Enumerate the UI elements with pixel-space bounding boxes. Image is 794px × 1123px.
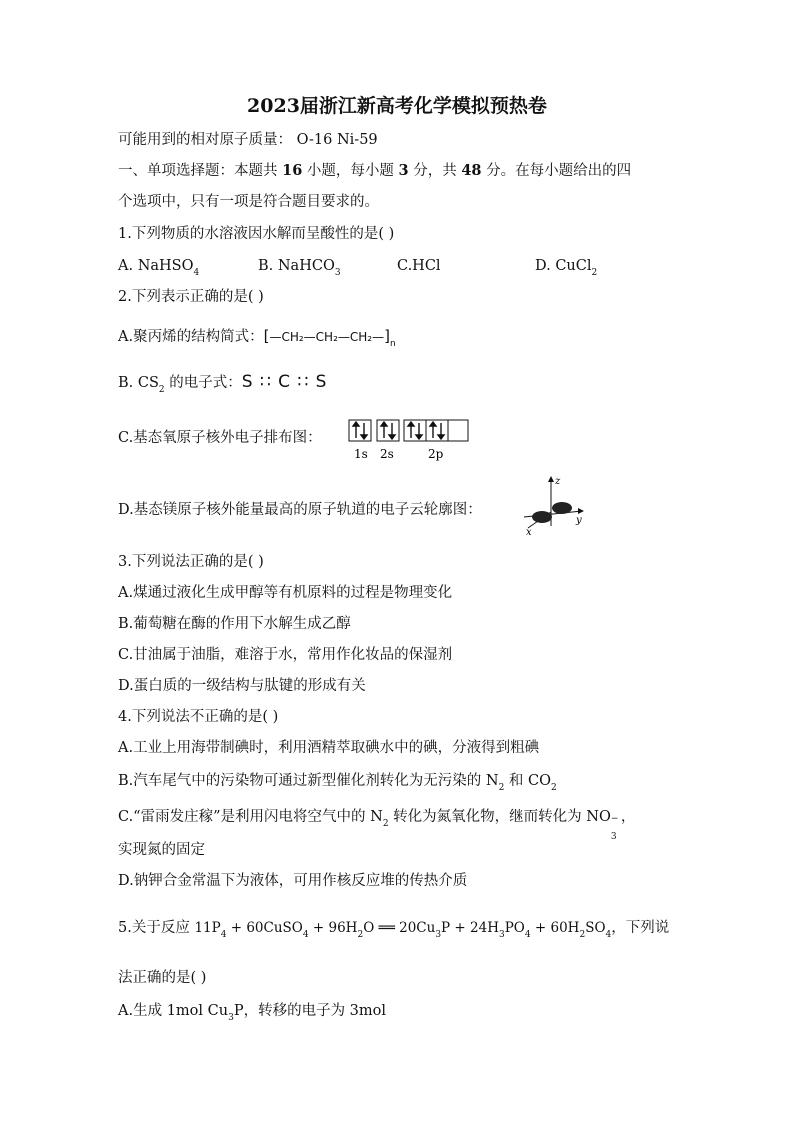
q3-option-d: D.蛋白质的一级结构与肽键的形成有关	[118, 678, 366, 694]
q5-equation	[194, 920, 612, 940]
eq-term: + 60CuSO	[226, 920, 303, 936]
q2-b-post: 的电子式：	[164, 375, 242, 391]
q2-option-a	[118, 326, 396, 347]
q4-c-text: C.“雷雨发庄稼”是利用闪电将空气中的 N	[118, 809, 383, 825]
orbital-label-2s: 2s	[380, 447, 394, 461]
q4-option-d: D.钠钾合金常温下为液体，可用作核反应堆的传热介质	[118, 873, 468, 889]
q2-stem: 2.下列表示正确的是( )	[118, 289, 264, 305]
q2-b-text: B. CS	[118, 375, 159, 391]
eq-sub: 4	[220, 930, 227, 940]
q4-c-sub: 2	[382, 819, 389, 829]
q1-d-text: D. CuCl	[535, 258, 592, 274]
axis-label-y: y	[576, 515, 582, 526]
q2-option-c	[118, 428, 322, 448]
eq-sub: 3	[498, 930, 505, 940]
q5-stem-line2: 法正确的是( )	[118, 970, 207, 986]
section-heading-line2: 个选项中，只有一项是符合题目要求的。	[118, 194, 379, 210]
eq-sub: 4	[524, 930, 531, 940]
q4-c-mid: 转化为氮氧化物，继而转化为 NO	[388, 809, 611, 825]
q5-a-text: A.生成 1mol Cu	[118, 1003, 229, 1019]
q2-option-b	[118, 372, 327, 393]
q4-option-c: C.“雷雨发庄稼”是利用闪电将空气中的 $N_2$ 转化为氮氧化物，继而转化为 NO − 3 ，	[118, 809, 636, 842]
q3-stem: 3.下列说法正确的是( )	[118, 554, 264, 570]
eq-sub: 2	[579, 930, 586, 940]
q4-b-sub1: 2	[498, 783, 505, 793]
q1-option-d	[535, 256, 597, 276]
exam-title: 2023届浙江新高考化学模拟预热卷	[247, 95, 547, 117]
atomic-mass-line: 可能用到的相对原子质量： O-16 Ni-59	[118, 132, 378, 148]
orbital-label-2p: 2p	[428, 447, 444, 461]
section-text-1: 一、单项选择题：本题共	[118, 163, 283, 179]
orbital-lobe-left	[532, 511, 552, 523]
q1-option-a	[118, 256, 199, 276]
orbital-label-1s: 1s	[354, 447, 368, 461]
q4-option-b	[118, 771, 557, 791]
orbital-lobe-right	[552, 502, 572, 514]
eq-sub: 4	[605, 930, 612, 940]
q2-b-sub: 2	[158, 385, 165, 395]
q3-option-b: B.葡萄糖在酶的作用下水解生成乙醇	[118, 616, 351, 632]
polypropylene-formula: $[—CH_2—CH_2—CH_2—]_n$	[263, 327, 396, 349]
eq-sub: 2	[357, 930, 364, 940]
q2-a-formula: —CH₂—CH₂—CH₂—	[269, 330, 385, 344]
q1-option-b	[258, 256, 341, 276]
q4-option-a: A.工业上用海带制碘时，利用酒精萃取碘水中的碘，分液得到粗碘	[118, 740, 540, 756]
q2-a-n: n	[389, 339, 396, 349]
q2-option-d: D.基态镁原子核外能量最高的原子轨道的电子云轮廓图：	[118, 502, 482, 518]
total-points: 48	[461, 162, 482, 179]
eq-term: + 60H	[530, 920, 580, 936]
q3-option-a: A.煤通过液化生成甲醇等有机原料的过程是物理变化	[118, 585, 453, 601]
oxygen-orbital-diagram	[340, 417, 472, 463]
question-count: 16	[282, 162, 303, 179]
section-text-3: 分，共	[408, 163, 462, 179]
q2-c-text: C.基态氧原子核外电子排布图：	[118, 430, 322, 446]
cs2-electron-formula: S ∷ C ∷ S	[241, 372, 328, 392]
p-orbital-figure	[518, 474, 588, 536]
q1-d-sub: 2	[591, 268, 598, 278]
q5-a-sub: 3	[228, 1013, 234, 1023]
q2-a-text: A.聚丙烯的结构简式：	[118, 329, 264, 345]
q4-stem: 4.下列说法不正确的是( )	[118, 709, 279, 725]
q5-post: ，下列说	[611, 920, 670, 936]
q4-b-text: B.汽车尾气中的污染物可通过新型催化剂转化为无污染的 N	[118, 773, 499, 789]
eq-sub: 3	[435, 930, 442, 940]
section-text-4: 分。在每小题给出的四	[481, 163, 632, 179]
q1-a-text: A. NaHSO	[118, 258, 194, 274]
q4-option-c-line2: 实现氮的固定	[118, 842, 205, 858]
q4-c-end: ，	[620, 809, 636, 825]
section-text-2: 小题，每小题	[302, 163, 399, 179]
q4-b-sub2: 2	[551, 783, 557, 793]
section-heading	[118, 161, 631, 181]
q4-b-mid: 和 CO	[504, 773, 551, 789]
axis-label-z: z	[555, 476, 561, 487]
q5-a-post: P，转移的电子为 3mol	[233, 1003, 387, 1019]
axis-label-x: x	[526, 527, 532, 536]
q1-b-text: B. NaHCO	[258, 258, 335, 274]
eq-term: O ══ 20Cu	[363, 920, 436, 936]
q1-stem: 1.下列物质的水溶液因水解而呈酸性的是( )	[118, 226, 395, 242]
q3-option-c: C.甘油属于油脂，难溶于水，常用作化妆品的保湿剂	[118, 647, 453, 663]
eq-sub: 4	[302, 930, 309, 940]
q1-option-c: C.HCl	[397, 258, 441, 274]
eq-term: + 96H	[308, 920, 358, 936]
q1-b-sub: 3	[334, 268, 341, 278]
eq-term: P + 24H	[441, 920, 499, 936]
eq-term: PO	[504, 920, 525, 936]
points-each: 3	[398, 162, 409, 179]
eq-term: 11P	[194, 920, 221, 936]
q5-pre: 5.关于反应	[118, 920, 195, 936]
q5-option-a	[118, 1001, 386, 1021]
eq-term: SO	[585, 920, 606, 936]
q5-stem	[118, 918, 669, 938]
q1-a-sub: 4	[193, 268, 200, 278]
